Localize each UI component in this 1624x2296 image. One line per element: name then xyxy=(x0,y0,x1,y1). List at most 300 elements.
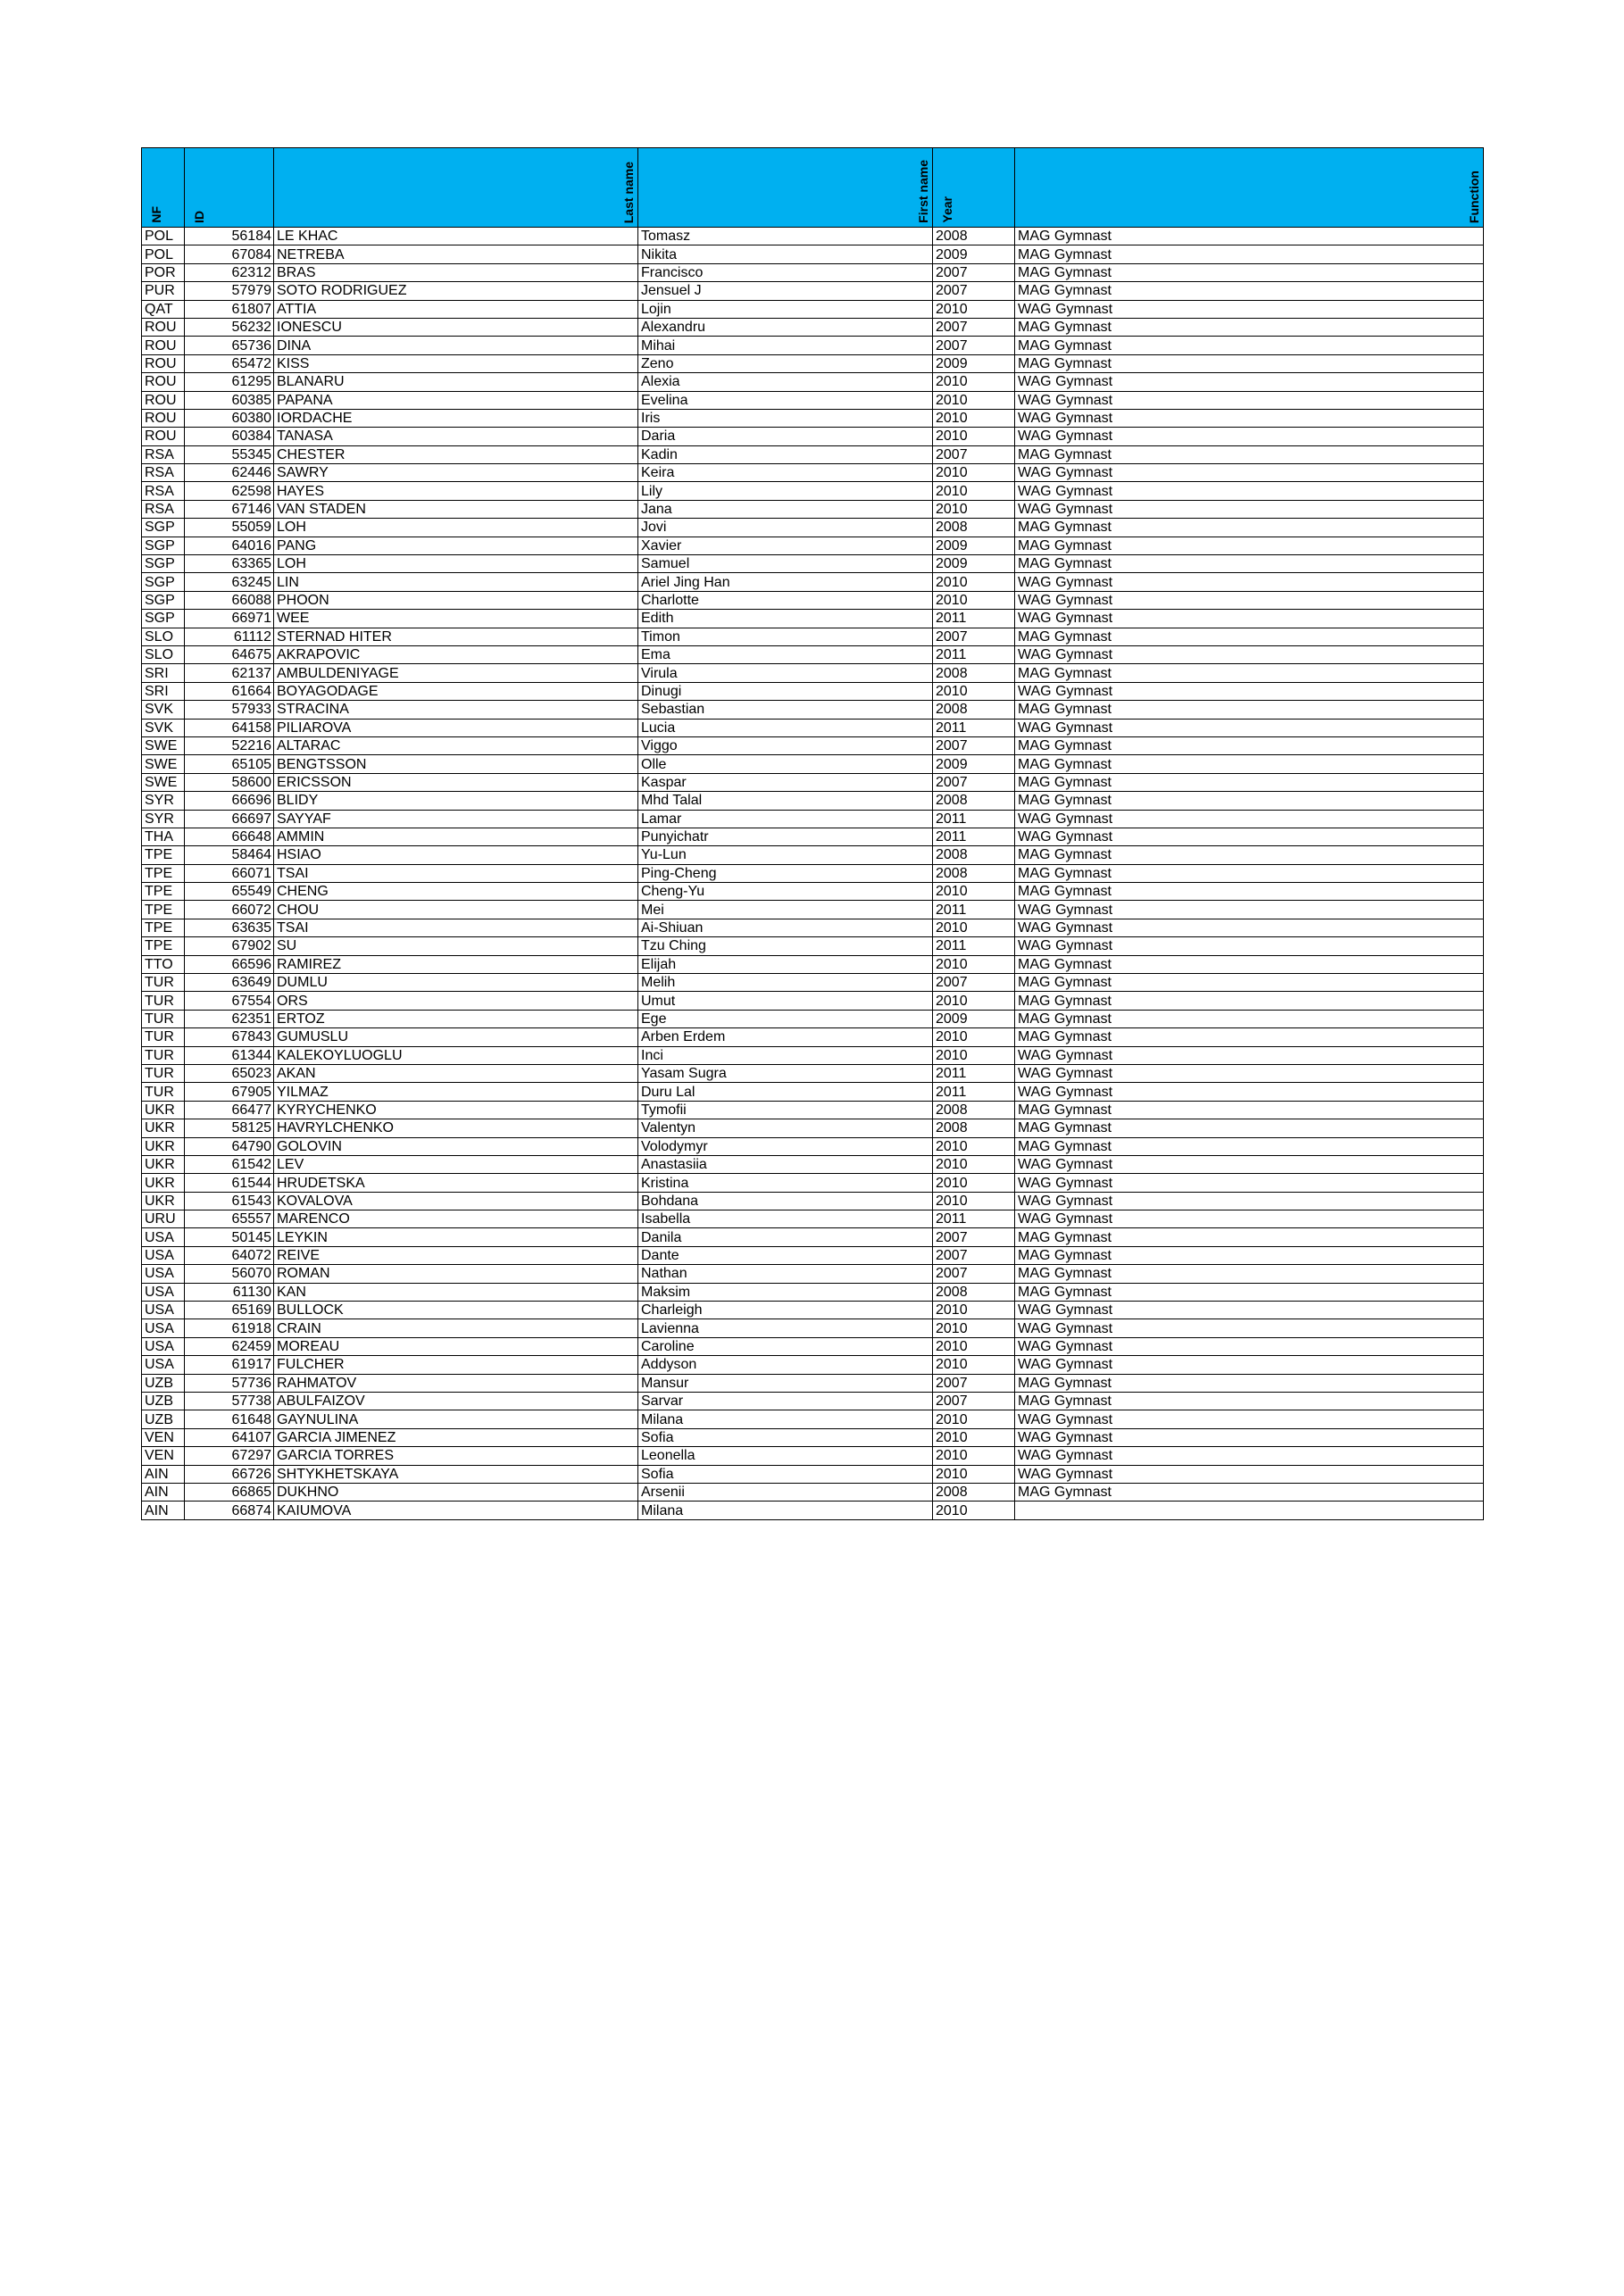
table-row xyxy=(142,300,1484,318)
first-name-cell: Viggo xyxy=(638,736,933,754)
first-name-cell: Tymofii xyxy=(638,1101,933,1119)
function-cell: WAG Gymnast xyxy=(1015,1064,1484,1082)
table-row xyxy=(142,719,1484,736)
function-cell: WAG Gymnast xyxy=(1015,409,1484,427)
year-cell: 2010 xyxy=(933,992,1015,1010)
nf-cell: URU xyxy=(142,1210,185,1228)
id-cell: 67843 xyxy=(185,1028,274,1046)
first-name-cell: Inci xyxy=(638,1046,933,1064)
first-name-cell: Ema xyxy=(638,645,933,663)
nf-cell: AIN xyxy=(142,1465,185,1483)
table-row xyxy=(142,1246,1484,1264)
header-year xyxy=(933,148,1015,228)
year-cell: 2007 xyxy=(933,736,1015,754)
function-cell: WAG Gymnast xyxy=(1015,573,1484,591)
id-cell: 61344 xyxy=(185,1046,274,1064)
last-name-cell: BULLOCK xyxy=(274,1302,638,1319)
function-cell: WAG Gymnast xyxy=(1015,1155,1484,1173)
function-cell: MAG Gymnast xyxy=(1015,1028,1484,1046)
year-cell: 2010 xyxy=(933,1337,1015,1355)
table-row xyxy=(142,282,1484,300)
nf-cell: SLO xyxy=(142,628,185,645)
last-name-cell: KAN xyxy=(274,1283,638,1301)
table-row xyxy=(142,318,1484,336)
table-row xyxy=(142,1028,1484,1046)
year-cell: 2007 xyxy=(933,1393,1015,1410)
nf-cell: THA xyxy=(142,828,185,845)
year-cell: 2010 xyxy=(933,1028,1015,1046)
nf-cell: QAT xyxy=(142,300,185,318)
last-name-cell: BLIDY xyxy=(274,792,638,810)
year-cell: 2010 xyxy=(933,1174,1015,1192)
function-cell: WAG Gymnast xyxy=(1015,1465,1484,1483)
year-cell: 2010 xyxy=(933,883,1015,901)
table-row xyxy=(142,1137,1484,1155)
gymnast-table xyxy=(141,147,1484,1520)
last-name-cell: GAYNULINA xyxy=(274,1410,638,1428)
last-name-cell: SOTO RODRIGUEZ xyxy=(274,282,638,300)
year-cell: 2008 xyxy=(933,1101,1015,1119)
table-row xyxy=(142,736,1484,754)
last-name-cell: ALTARAC xyxy=(274,736,638,754)
first-name-cell: Isabella xyxy=(638,1210,933,1228)
id-cell: 60385 xyxy=(185,391,274,409)
id-cell: 58125 xyxy=(185,1119,274,1137)
header-id-label: ID xyxy=(192,211,206,223)
last-name-cell: PANG xyxy=(274,537,638,554)
last-name-cell: CHOU xyxy=(274,901,638,919)
year-cell: 2007 xyxy=(933,628,1015,645)
function-cell: MAG Gymnast xyxy=(1015,1228,1484,1246)
year-cell: 2010 xyxy=(933,1046,1015,1064)
first-name-cell: Arben Erdem xyxy=(638,1028,933,1046)
id-cell: 67297 xyxy=(185,1447,274,1465)
id-cell: 66874 xyxy=(185,1502,274,1519)
last-name-cell: IORDACHE xyxy=(274,409,638,427)
first-name-cell: Jovi xyxy=(638,519,933,537)
first-name-cell: Alexia xyxy=(638,373,933,391)
nf-cell: USA xyxy=(142,1337,185,1355)
last-name-cell: PHOON xyxy=(274,591,638,609)
nf-cell: TUR xyxy=(142,1028,185,1046)
table-row xyxy=(142,500,1484,518)
nf-cell: ROU xyxy=(142,409,185,427)
table-row xyxy=(142,1465,1484,1483)
id-cell: 55345 xyxy=(185,445,274,463)
nf-cell: RSA xyxy=(142,482,185,500)
id-cell: 60380 xyxy=(185,409,274,427)
first-name-cell: Yasam Sugra xyxy=(638,1064,933,1082)
first-name-cell: Lojin xyxy=(638,300,933,318)
nf-cell: SYR xyxy=(142,792,185,810)
last-name-cell: DINA xyxy=(274,337,638,354)
year-cell: 2011 xyxy=(933,1064,1015,1082)
nf-cell: UKR xyxy=(142,1192,185,1210)
table-row xyxy=(142,664,1484,682)
last-name-cell: MARENCO xyxy=(274,1210,638,1228)
year-cell: 2009 xyxy=(933,1010,1015,1027)
id-cell: 67084 xyxy=(185,245,274,263)
id-cell: 57738 xyxy=(185,1393,274,1410)
year-cell: 2007 xyxy=(933,263,1015,281)
last-name-cell: CHENG xyxy=(274,883,638,901)
last-name-cell: TSAI xyxy=(274,864,638,882)
table-row xyxy=(142,464,1484,482)
table-row xyxy=(142,1319,1484,1337)
nf-cell: AIN xyxy=(142,1483,185,1501)
year-cell: 2010 xyxy=(933,1192,1015,1210)
first-name-cell: Mei xyxy=(638,901,933,919)
first-name-cell: Milana xyxy=(638,1410,933,1428)
function-cell: MAG Gymnast xyxy=(1015,1246,1484,1264)
table-row xyxy=(142,1046,1484,1064)
function-cell: MAG Gymnast xyxy=(1015,992,1484,1010)
last-name-cell: STERNAD HITER xyxy=(274,628,638,645)
nf-cell: TPE xyxy=(142,846,185,864)
year-cell: 2010 xyxy=(933,1465,1015,1483)
function-cell: WAG Gymnast xyxy=(1015,373,1484,391)
function-cell: MAG Gymnast xyxy=(1015,755,1484,773)
first-name-cell: Nathan xyxy=(638,1265,933,1283)
header-function xyxy=(1015,148,1484,228)
year-cell: 2011 xyxy=(933,610,1015,628)
first-name-cell: Mhd Talal xyxy=(638,792,933,810)
id-cell: 61917 xyxy=(185,1356,274,1374)
year-cell: 2009 xyxy=(933,755,1015,773)
function-cell: WAG Gymnast xyxy=(1015,610,1484,628)
nf-cell: SWE xyxy=(142,736,185,754)
last-name-cell: MOREAU xyxy=(274,1337,638,1355)
year-cell: 2011 xyxy=(933,901,1015,919)
header-nf xyxy=(142,148,185,228)
nf-cell: TPE xyxy=(142,937,185,955)
last-name-cell: CRAIN xyxy=(274,1319,638,1337)
function-cell: MAG Gymnast xyxy=(1015,701,1484,719)
first-name-cell: Cheng-Yu xyxy=(638,883,933,901)
year-cell: 2011 xyxy=(933,937,1015,955)
id-cell: 65105 xyxy=(185,755,274,773)
first-name-cell: Ping-Cheng xyxy=(638,864,933,882)
table-row xyxy=(142,391,1484,409)
nf-cell: SVK xyxy=(142,719,185,736)
year-cell: 2008 xyxy=(933,846,1015,864)
nf-cell: UZB xyxy=(142,1393,185,1410)
function-cell: WAG Gymnast xyxy=(1015,719,1484,736)
first-name-cell: Milana xyxy=(638,1502,933,1519)
function-cell: WAG Gymnast xyxy=(1015,919,1484,936)
id-cell: 62446 xyxy=(185,464,274,482)
table-row xyxy=(142,1083,1484,1101)
nf-cell: SRI xyxy=(142,664,185,682)
first-name-cell: Arsenii xyxy=(638,1483,933,1501)
last-name-cell: RAHMATOV xyxy=(274,1374,638,1392)
id-cell: 57933 xyxy=(185,701,274,719)
function-cell: MAG Gymnast xyxy=(1015,245,1484,263)
nf-cell: SRI xyxy=(142,682,185,700)
function-cell: MAG Gymnast xyxy=(1015,1483,1484,1501)
last-name-cell: KISS xyxy=(274,354,638,372)
table-row xyxy=(142,645,1484,663)
header-nf-label: NF xyxy=(149,206,163,223)
id-cell: 65023 xyxy=(185,1064,274,1082)
last-name-cell: KAIUMOVA xyxy=(274,1502,638,1519)
first-name-cell: Anastasiia xyxy=(638,1155,933,1173)
first-name-cell: Sofia xyxy=(638,1428,933,1446)
year-cell: 2011 xyxy=(933,645,1015,663)
year-cell: 2008 xyxy=(933,864,1015,882)
last-name-cell: FULCHER xyxy=(274,1356,638,1374)
first-name-cell: Samuel xyxy=(638,555,933,573)
table-row xyxy=(142,919,1484,936)
id-cell: 61112 xyxy=(185,628,274,645)
last-name-cell: SAWRY xyxy=(274,464,638,482)
year-cell: 2010 xyxy=(933,1410,1015,1428)
nf-cell: USA xyxy=(142,1283,185,1301)
last-name-cell: HAYES xyxy=(274,482,638,500)
year-cell: 2007 xyxy=(933,318,1015,336)
function-cell: WAG Gymnast xyxy=(1015,482,1484,500)
table-row xyxy=(142,682,1484,700)
first-name-cell: Keira xyxy=(638,464,933,482)
year-cell: 2007 xyxy=(933,445,1015,463)
year-cell: 2007 xyxy=(933,1265,1015,1283)
first-name-cell: Kadin xyxy=(638,445,933,463)
nf-cell: ROU xyxy=(142,354,185,372)
year-cell: 2010 xyxy=(933,1356,1015,1374)
last-name-cell: DUKHNO xyxy=(274,1483,638,1501)
table-row xyxy=(142,1283,1484,1301)
table-row xyxy=(142,1010,1484,1027)
table-row xyxy=(142,974,1484,992)
year-cell: 2010 xyxy=(933,1319,1015,1337)
function-cell: WAG Gymnast xyxy=(1015,1174,1484,1192)
function-cell: MAG Gymnast xyxy=(1015,1137,1484,1155)
first-name-cell: Ai-Shiuan xyxy=(638,919,933,936)
function-cell: MAG Gymnast xyxy=(1015,846,1484,864)
function-cell: WAG Gymnast xyxy=(1015,591,1484,609)
first-name-cell: Alexandru xyxy=(638,318,933,336)
year-cell: 2010 xyxy=(933,373,1015,391)
table-row xyxy=(142,828,1484,845)
id-cell: 64107 xyxy=(185,1428,274,1446)
year-cell: 2010 xyxy=(933,919,1015,936)
nf-cell: ROU xyxy=(142,391,185,409)
nf-cell: POL xyxy=(142,245,185,263)
first-name-cell: Edith xyxy=(638,610,933,628)
id-cell: 61918 xyxy=(185,1319,274,1337)
first-name-cell: Tomasz xyxy=(638,228,933,245)
nf-cell: SWE xyxy=(142,755,185,773)
table-row xyxy=(142,409,1484,427)
id-cell: 66596 xyxy=(185,955,274,973)
table-row xyxy=(142,537,1484,554)
id-cell: 56232 xyxy=(185,318,274,336)
id-cell: 65549 xyxy=(185,883,274,901)
function-cell: MAG Gymnast xyxy=(1015,537,1484,554)
year-cell: 2010 xyxy=(933,1155,1015,1173)
function-cell: MAG Gymnast xyxy=(1015,1101,1484,1119)
last-name-cell: ATTIA xyxy=(274,300,638,318)
year-cell: 2008 xyxy=(933,1483,1015,1501)
table-row xyxy=(142,901,1484,919)
header-id xyxy=(185,148,274,228)
last-name-cell: WEE xyxy=(274,610,638,628)
last-name-cell: LOH xyxy=(274,519,638,537)
year-cell: 2010 xyxy=(933,300,1015,318)
last-name-cell: ERTOZ xyxy=(274,1010,638,1027)
table-row xyxy=(142,1393,1484,1410)
id-cell: 62137 xyxy=(185,664,274,682)
id-cell: 66072 xyxy=(185,901,274,919)
header-first-name xyxy=(638,148,933,228)
year-cell: 2011 xyxy=(933,828,1015,845)
function-cell: WAG Gymnast xyxy=(1015,464,1484,482)
nf-cell: SVK xyxy=(142,701,185,719)
first-name-cell: Ariel Jing Han xyxy=(638,573,933,591)
function-cell: WAG Gymnast xyxy=(1015,428,1484,445)
last-name-cell: GUMUSLU xyxy=(274,1028,638,1046)
first-name-cell: Mihai xyxy=(638,337,933,354)
year-cell: 2007 xyxy=(933,337,1015,354)
table-row xyxy=(142,519,1484,537)
nf-cell: SLO xyxy=(142,645,185,663)
last-name-cell: ROMAN xyxy=(274,1265,638,1283)
table-row xyxy=(142,482,1484,500)
function-cell: WAG Gymnast xyxy=(1015,1356,1484,1374)
id-cell: 64675 xyxy=(185,645,274,663)
nf-cell: TPE xyxy=(142,919,185,936)
nf-cell: SGP xyxy=(142,555,185,573)
nf-cell: TTO xyxy=(142,955,185,973)
table-row xyxy=(142,1447,1484,1465)
last-name-cell: YILMAZ xyxy=(274,1083,638,1101)
table-row xyxy=(142,373,1484,391)
first-name-cell: Valentyn xyxy=(638,1119,933,1137)
function-cell: MAG Gymnast xyxy=(1015,1374,1484,1392)
header-year-label: Year xyxy=(940,196,954,223)
nf-cell: PUR xyxy=(142,282,185,300)
nf-cell: UKR xyxy=(142,1101,185,1119)
id-cell: 52216 xyxy=(185,736,274,754)
nf-cell: USA xyxy=(142,1265,185,1283)
function-cell: MAG Gymnast xyxy=(1015,318,1484,336)
year-cell: 2010 xyxy=(933,391,1015,409)
nf-cell: SGP xyxy=(142,573,185,591)
function-cell xyxy=(1015,1502,1484,1519)
id-cell: 61295 xyxy=(185,373,274,391)
table-row xyxy=(142,228,1484,245)
function-cell: MAG Gymnast xyxy=(1015,955,1484,973)
function-cell: WAG Gymnast xyxy=(1015,1428,1484,1446)
header-row xyxy=(142,148,1484,228)
first-name-cell: Kaspar xyxy=(638,773,933,791)
function-cell: MAG Gymnast xyxy=(1015,337,1484,354)
nf-cell: USA xyxy=(142,1356,185,1374)
table-row xyxy=(142,245,1484,263)
id-cell: 67146 xyxy=(185,500,274,518)
year-cell: 2009 xyxy=(933,245,1015,263)
first-name-cell: Addyson xyxy=(638,1356,933,1374)
nf-cell: ROU xyxy=(142,337,185,354)
year-cell: 2007 xyxy=(933,773,1015,791)
last-name-cell: BOYAGODAGE xyxy=(274,682,638,700)
table-row xyxy=(142,1210,1484,1228)
function-cell: WAG Gymnast xyxy=(1015,828,1484,845)
nf-cell: USA xyxy=(142,1246,185,1264)
id-cell: 61664 xyxy=(185,682,274,700)
nf-cell: TUR xyxy=(142,1064,185,1082)
last-name-cell: LIN xyxy=(274,573,638,591)
function-cell: WAG Gymnast xyxy=(1015,1046,1484,1064)
year-cell: 2010 xyxy=(933,573,1015,591)
last-name-cell: GARCIA TORRES xyxy=(274,1447,638,1465)
nf-cell: SYR xyxy=(142,810,185,828)
last-name-cell: REIVE xyxy=(274,1246,638,1264)
year-cell: 2007 xyxy=(933,1374,1015,1392)
id-cell: 62312 xyxy=(185,263,274,281)
first-name-cell: Dinugi xyxy=(638,682,933,700)
function-cell: WAG Gymnast xyxy=(1015,645,1484,663)
table-row xyxy=(142,1265,1484,1283)
nf-cell: TUR xyxy=(142,974,185,992)
function-cell: WAG Gymnast xyxy=(1015,1319,1484,1337)
function-cell: WAG Gymnast xyxy=(1015,500,1484,518)
nf-cell: UKR xyxy=(142,1137,185,1155)
first-name-cell: Timon xyxy=(638,628,933,645)
function-cell: MAG Gymnast xyxy=(1015,792,1484,810)
first-name-cell: Charlotte xyxy=(638,591,933,609)
first-name-cell: Leonella xyxy=(638,1447,933,1465)
function-cell: MAG Gymnast xyxy=(1015,628,1484,645)
table-row xyxy=(142,1228,1484,1246)
id-cell: 50145 xyxy=(185,1228,274,1246)
nf-cell: USA xyxy=(142,1319,185,1337)
table-row xyxy=(142,610,1484,628)
function-cell: WAG Gymnast xyxy=(1015,391,1484,409)
table-row xyxy=(142,1356,1484,1374)
last-name-cell: LOH xyxy=(274,555,638,573)
last-name-cell: TSAI xyxy=(274,919,638,936)
function-cell: MAG Gymnast xyxy=(1015,228,1484,245)
first-name-cell: Danila xyxy=(638,1228,933,1246)
nf-cell: USA xyxy=(142,1228,185,1246)
first-name-cell: Punyichatr xyxy=(638,828,933,845)
header-first-name-label: First name xyxy=(916,160,930,223)
first-name-cell: Zeno xyxy=(638,354,933,372)
table-row xyxy=(142,428,1484,445)
nf-cell: USA xyxy=(142,1302,185,1319)
id-cell: 63635 xyxy=(185,919,274,936)
first-name-cell: Xavier xyxy=(638,537,933,554)
first-name-cell: Maksim xyxy=(638,1283,933,1301)
function-cell: WAG Gymnast xyxy=(1015,1410,1484,1428)
last-name-cell: ORS xyxy=(274,992,638,1010)
nf-cell: UKR xyxy=(142,1119,185,1137)
table-row xyxy=(142,755,1484,773)
last-name-cell: AKRAPOVIC xyxy=(274,645,638,663)
year-cell: 2011 xyxy=(933,719,1015,736)
function-cell: WAG Gymnast xyxy=(1015,1447,1484,1465)
header-last-name-label: Last name xyxy=(621,161,636,223)
header-last-name xyxy=(274,148,638,228)
last-name-cell: SHTYKHETSKAYA xyxy=(274,1465,638,1483)
table-row xyxy=(142,937,1484,955)
last-name-cell: BRAS xyxy=(274,263,638,281)
id-cell: 58464 xyxy=(185,846,274,864)
nf-cell: SGP xyxy=(142,519,185,537)
year-cell: 2010 xyxy=(933,1428,1015,1446)
id-cell: 55059 xyxy=(185,519,274,537)
